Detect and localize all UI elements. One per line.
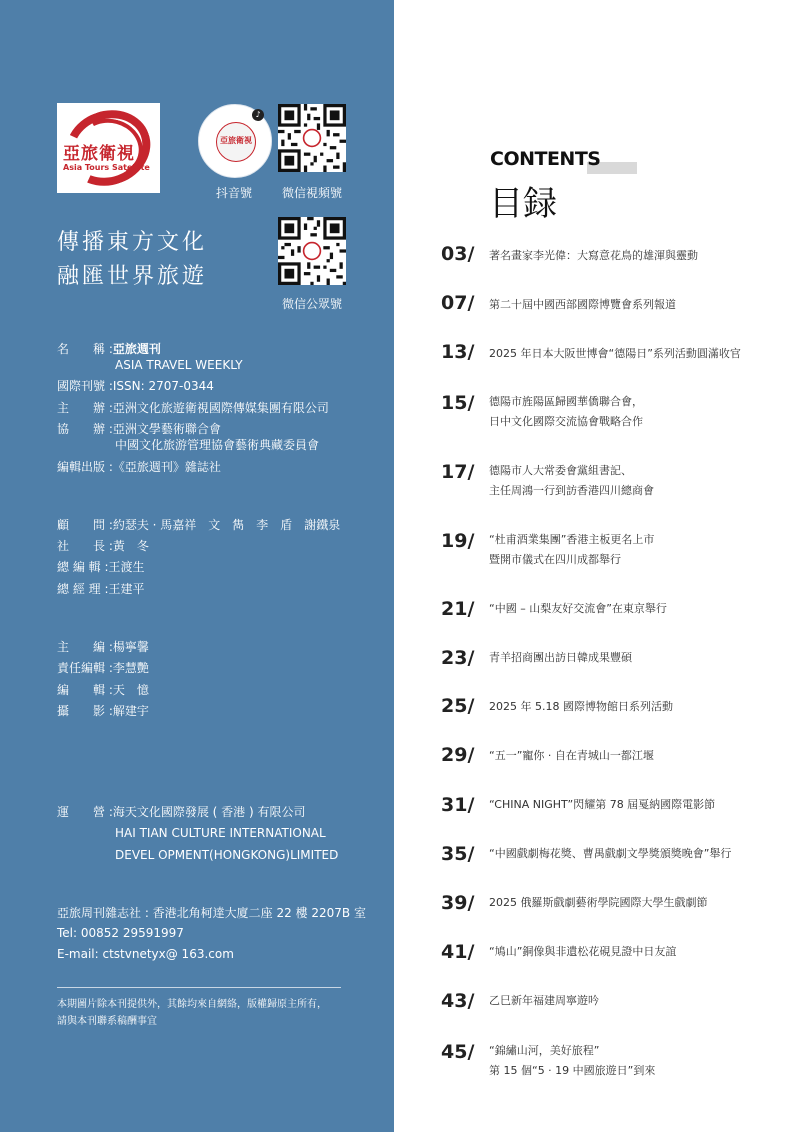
editor-row xyxy=(57,683,149,697)
douyin-caption: 抖音號 xyxy=(216,186,253,200)
toc-title: “CHINA NIGHT”閃耀第 78 屆戛納國際電影節 xyxy=(489,798,716,811)
masthead-issn-row xyxy=(57,379,214,393)
toc-title: “中國戲劇梅花獎、曹禺戲劇文學獎頒獎晚會”舉行 xyxy=(489,847,732,860)
masthead-co-host-value-1: 亞洲文學藝術聯合會 xyxy=(112,422,221,436)
toc-title: 德陽市旌陽區歸國華僑聯合會， xyxy=(489,395,643,408)
masthead-host-value: 亞洲文化旅遊衛視國際傳媒集團有限公司 xyxy=(112,401,329,415)
staff-row xyxy=(57,582,145,596)
masthead-co-host-value-2: 中國文化旅游管理協會藝術典藏委員會 xyxy=(115,438,320,452)
toc-page-number: 13/ xyxy=(441,341,475,363)
douyin-logo-text: 亞旅衛視 xyxy=(220,136,252,145)
toc-page-number: 43/ xyxy=(441,990,475,1012)
editor-value: 天 憶 xyxy=(112,683,149,697)
toc-title: 2025 年 5.18 國際博物館日系列活動 xyxy=(489,700,673,713)
contact-email: E-mail: ctstvnetyx@ 163.com xyxy=(57,947,234,961)
contact-tel: Tel: 00852 29591997 xyxy=(57,926,184,940)
masthead-name-label: 名 稱 : xyxy=(57,342,113,356)
tiktok-icon: ♪ xyxy=(252,109,264,121)
staff-value: 王渡生 xyxy=(108,560,145,574)
editor-row xyxy=(57,704,149,718)
contact-address: 亞旅周刊雜志社 : 香港北角柯達大廈二座 22 樓 2207B 室 xyxy=(57,906,366,920)
masthead-co-host-label: 協 辦 : xyxy=(57,422,113,436)
footnote-divider xyxy=(57,987,341,988)
brand-logo xyxy=(57,103,160,193)
masthead-name-row xyxy=(57,342,161,356)
editor-row xyxy=(57,661,149,675)
masthead-name-english: ASIA TRAVEL WEEKLY xyxy=(115,358,243,372)
staff-value: 黃 冬 xyxy=(112,539,149,553)
operator-english-2: DEVEL OPMENT(HONGKONG)LIMITED xyxy=(115,848,339,862)
contents-title-english: CONTENTS xyxy=(490,148,601,170)
masthead-name-value: 亞旅週刊 xyxy=(112,342,161,356)
masthead-issn-label: 國際刊號 : xyxy=(57,379,113,393)
staff-label: 總 經 理 : xyxy=(57,582,109,596)
toc-page-number: 19/ xyxy=(441,530,475,552)
toc-title: 2025 年日本大阪世博會“德陽日”系列活動圓滿收官 xyxy=(489,347,741,360)
toc-page-number: 07/ xyxy=(441,292,475,314)
toc-title: “中國 – 山梨友好交流會”在東京舉行 xyxy=(489,602,667,615)
staff-value: 王建平 xyxy=(108,582,145,596)
toc-page-number: 35/ xyxy=(441,843,475,865)
toc-page-number: 03/ xyxy=(441,243,475,265)
toc-title: “五一”寵你 · 自在青城山一都江堰 xyxy=(489,749,654,762)
toc-title: 乙巳新年福建周寧遊吟 xyxy=(489,994,599,1007)
toc-page-number: 31/ xyxy=(441,794,475,816)
operator-value: 海天文化國際發展 ( 香港 ) 有限公司 xyxy=(112,805,306,819)
toc-page-number: 29/ xyxy=(441,744,475,766)
editor-value: 李慧艷 xyxy=(112,661,149,675)
toc-page-number: 21/ xyxy=(441,598,475,620)
masthead-host-label: 主 辦 : xyxy=(57,401,113,415)
slogan-line-1: 傳播東方文化 xyxy=(57,230,208,255)
masthead-publisher-value: 《亞旅週刊》雜誌社 xyxy=(112,460,221,474)
masthead-publisher-row xyxy=(57,460,221,474)
logo-chinese-text: 亞旅衛視 xyxy=(63,144,135,164)
toc-page-number: 45/ xyxy=(441,1041,475,1063)
toc-title-line-2: 日中文化國際交流協會戰略合作 xyxy=(489,415,643,428)
masthead-co-host-row xyxy=(57,422,221,436)
toc-title: 2025 俄羅斯戲劇藝術學院國際大學生戲劇節 xyxy=(489,896,708,909)
toc-title-line-2: 第 15 個“5 · 19 中國旅遊日”到來 xyxy=(489,1064,656,1077)
toc-page-number: 15/ xyxy=(441,392,475,414)
staff-row xyxy=(57,539,149,553)
editor-value: 楊寧馨 xyxy=(112,640,149,654)
wechat-channel-qr-code xyxy=(278,104,346,172)
toc-title: “鳩山”銅像與非遺松花硯見證中日友誼 xyxy=(489,945,677,958)
toc-page-number: 39/ xyxy=(441,892,475,914)
toc-page-number: 25/ xyxy=(441,695,475,717)
wechat-official-qr-code xyxy=(278,217,346,285)
toc-title: “錦繡山河，美好旅程” xyxy=(489,1044,600,1057)
editor-label: 主 編 : xyxy=(57,640,113,654)
footnote-line-2: 請與本刊聯系稿酬事宜 xyxy=(57,1016,157,1027)
masthead-publisher-label: 編輯出版 : xyxy=(57,460,113,474)
toc-title-line-2: 主任周鴻一行到訪香港四川總商會 xyxy=(489,484,654,497)
operator-row xyxy=(57,805,305,819)
masthead-host-row xyxy=(57,401,329,415)
footnote-line-1: 本期圖片除本刊提供外，其餘均來自網絡，版權歸原主所有， xyxy=(57,999,327,1010)
editor-value: 解建宇 xyxy=(112,704,149,718)
staff-label: 顧 問 : xyxy=(57,518,113,532)
logo-english-text: Asia Tours Satellite xyxy=(63,163,150,172)
operator-label: 運 營 : xyxy=(57,805,113,819)
toc-title: 第二十屆中國西部國際博覽會系列報道 xyxy=(489,298,676,311)
toc-page-number: 41/ xyxy=(441,941,475,963)
wechat-official-caption: 微信公眾號 xyxy=(282,297,343,311)
editor-label: 攝 影 : xyxy=(57,704,113,718)
editor-row xyxy=(57,640,149,654)
toc-title-line-2: 暨開市儀式在四川成都舉行 xyxy=(489,553,621,566)
toc-page-number: 17/ xyxy=(441,461,475,483)
contents-title-chinese: 目録 xyxy=(489,184,557,224)
staff-row xyxy=(57,518,340,532)
wechat-channel-caption: 微信視頻號 xyxy=(282,186,343,200)
operator-english-1: HAI TIAN CULTURE INTERNATIONAL xyxy=(115,826,326,840)
staff-label: 社 長 : xyxy=(57,539,113,553)
masthead-panel xyxy=(0,0,394,1132)
staff-value: 約瑟夫 · 馬嘉祥 文 雋 李 盾 謝鐵泉 xyxy=(112,518,341,532)
editor-label: 編 輯 : xyxy=(57,683,113,697)
staff-row xyxy=(57,560,145,574)
staff-label: 總 編 輯 : xyxy=(57,560,109,574)
toc-title: 德陽市人大常委會黨組書記、 xyxy=(489,464,632,477)
douyin-qr-badge xyxy=(198,104,272,178)
toc-page-number: 23/ xyxy=(441,647,475,669)
toc-title: 青羊招商團出訪日韓成果豐碩 xyxy=(489,651,632,664)
toc-title: “杜甫酒業集團”香港主板更名上市 xyxy=(489,533,655,546)
masthead-issn-value: ISSN: 2707-0344 xyxy=(112,379,214,393)
slogan-line-2: 融匯世界旅遊 xyxy=(57,264,208,289)
douyin-logo xyxy=(216,122,256,162)
toc-title: 著名畫家李光偉：大寫意花鳥的雄渾與靈動 xyxy=(489,249,698,262)
editor-label: 責任編輯 : xyxy=(57,661,113,675)
